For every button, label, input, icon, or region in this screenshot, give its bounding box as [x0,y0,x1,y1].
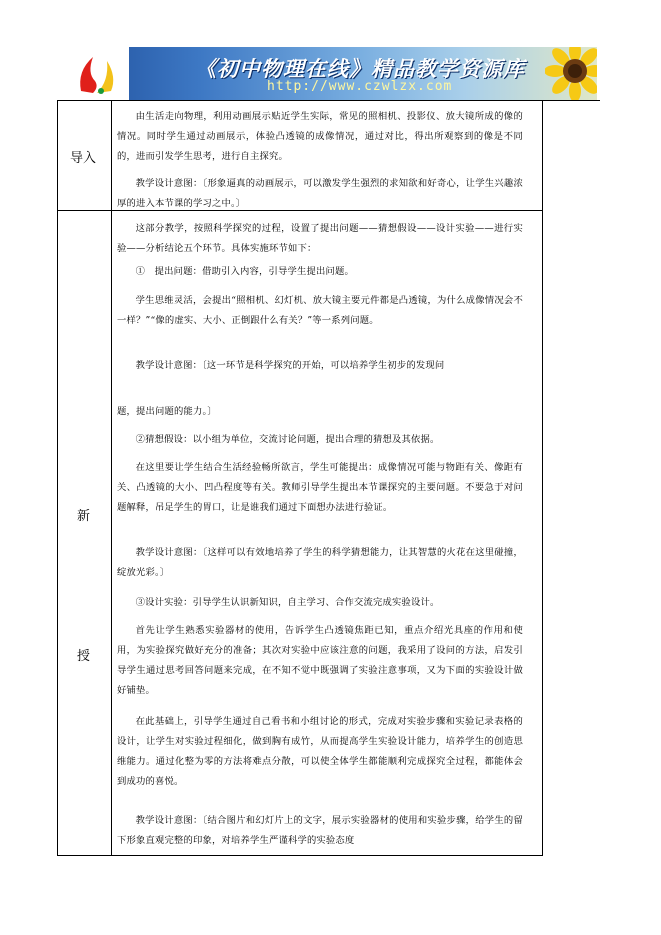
table-divider [111,100,112,855]
step-3-heading: ③设计实验：引导学生认识新知识，自主学习、合作交流完成实验设计。 [135,597,440,608]
banner-url: http://www.czwlzx.com [267,79,453,94]
lesson-overview: 这部分教学，按照科学探究的过程，设置了提出问题——猜想假设——设计实验——进行实验——分析结论五个环节。具体实施环节如下： [117,223,523,254]
step-1-intent: 教学设计意图：〔这一环节是科学探究的开始，可以培养学生初步的发现问 [135,360,445,371]
sunflower-icon [545,47,597,100]
header-banner [67,47,597,100]
row-label-intro: 导入 [70,151,97,166]
table-border-top [57,100,600,101]
intro-design-intent: 教学设计意图：〔形象逼真的动画展示，可以激发学生强烈的求知欲和好奇心，让学生兴趣浓厚的进入本节课的学习之中。〕 [117,178,523,209]
table-border-bottom [57,855,543,856]
table-border-right [542,100,543,855]
step-3-detail-2: 在此基础上，引导学生通过自己看书和小组讨论的形式，完成对实验步骤和实验记录表格的设计，让学生对实验过程细化，做到胸有成竹，从而提高学生实验设计能力，培养学生的创造思维能力。通过化整为零的方法将难点分散，可以使全体学生都能顺利完成探究全过程，都能体会到成功的喜悦。 [117,716,523,787]
step-1-heading: ① 提出问题：借助引入内容，引导学生提出问题。 [135,266,355,277]
step-3-detail-1: 首先让学生熟悉实验器材的使用，告诉学生凸透镜焦距已知，重点介绍光具座的作用和使用，为实验探究做好充分的准备；其次对实验中应该注意的问题，我采用了设问的方法，启发引导学生通过思考回答问题来完成，在不知不觉中既强调了实验注意事项，又为下面的实验设计做好铺垫。 [117,625,523,696]
step-2-detail: 在这里要让学生结合生活经验畅所欲言，学生可能提出：成像情况可能与物距有关、像距有关、凸透镜的大小、凹凸程度等有关。教师引导学生提出本节课探究的主要问题。不要急于对问题解释，吊足学生的胃口，让是谁我们通过下面想办法进行验证。 [117,462,523,513]
step-1-detail: 学生思维灵活，会提出“照相机、幻灯机、放大镜主要元件都是凸透镜，为什么成像情况会不一样？”“像的虚实、大小、正倒跟什么有关？”等一系列问题。 [117,295,523,326]
step-1-intent-cont: 题，提出问题的能力。〕 [117,406,217,417]
table-border-left [57,100,58,855]
intro-paragraph: 由生活走向物理，利用动画展示贴近学生实际，常见的照相机、投影仪、放大镜所成的像的情况。同时学生通过动画展示，体验凸透镜的成像情况，通过对比，得出所观察到的像是不同的，进而引发学生思考，进行自主探究。 [117,111,523,162]
row-label-new-1: 新 [77,509,91,524]
banner-title: 《初中物理在线》精品教学资源库 [195,57,525,81]
step-2-intent: 教学设计意图：〔这样可以有效地培养了学生的科学猜想能力，让其智慧的火花在这里碰撞，绽放光彩。〕 [117,547,523,578]
step-2-heading: ②猜想假设：以小组为单位，交流讨论问题，提出合理的猜想及其依据。 [135,434,440,445]
logo-icon [73,51,123,97]
logo [67,47,129,100]
row-label-new-2: 授 [77,649,91,664]
step-3-intent: 教学设计意图：〔结合图片和幻灯片上的文字，展示实验器材的使用和实验步骤，给学生的留下形象直观完整的印象，对培养学生严谨科学的实验态度 [117,815,523,846]
